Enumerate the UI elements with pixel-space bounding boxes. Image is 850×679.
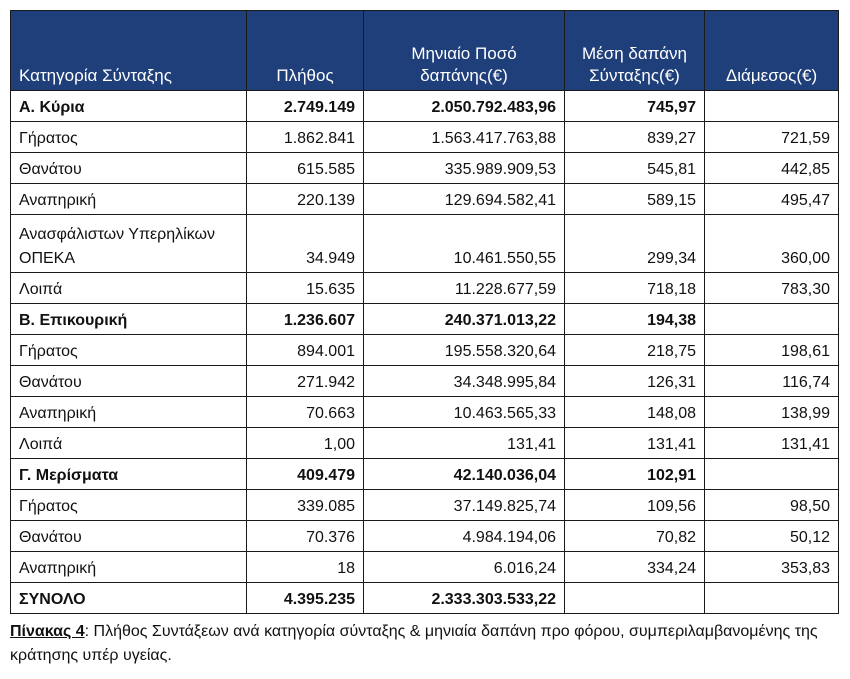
category-cell: Θανάτου bbox=[11, 153, 247, 184]
median-cell: 783,30 bbox=[705, 273, 839, 304]
count-cell: 271.942 bbox=[247, 366, 364, 397]
median-cell: 360,00 bbox=[705, 215, 839, 273]
monthly-amount-cell: 131,41 bbox=[364, 428, 565, 459]
median-cell: 198,61 bbox=[705, 335, 839, 366]
pension-table bbox=[10, 10, 839, 614]
average-cost-cell: 194,38 bbox=[565, 304, 705, 335]
table-row bbox=[11, 273, 839, 304]
median-cell bbox=[705, 304, 839, 335]
count-cell: 339.085 bbox=[247, 490, 364, 521]
caption-text: : Πλήθος Συντάξεων ανά κατηγορία σύνταξης & μηνιαία δαπάνη προ φόρου, συμπεριλαμβανομένης της κράτησης υπέρ υγείας. bbox=[10, 623, 818, 664]
table-row bbox=[11, 215, 839, 273]
header-row bbox=[11, 11, 839, 91]
category-cell: Αναπηρική bbox=[11, 184, 247, 215]
count-cell: 34.949 bbox=[247, 215, 364, 273]
count-cell: 220.139 bbox=[247, 184, 364, 215]
monthly-amount-cell: 129.694.582,41 bbox=[364, 184, 565, 215]
header-monthly-amount: Μηνιαίο Ποσό δαπάνης(€) bbox=[364, 11, 565, 91]
count-cell: 18 bbox=[247, 552, 364, 583]
table-caption bbox=[10, 620, 838, 668]
monthly-amount-cell: 195.558.320,64 bbox=[364, 335, 565, 366]
monthly-amount-cell: 2.050.792.483,96 bbox=[364, 91, 565, 122]
monthly-amount-cell: 10.461.550,55 bbox=[364, 215, 565, 273]
average-cost-cell: 218,75 bbox=[565, 335, 705, 366]
count-cell: 894.001 bbox=[247, 335, 364, 366]
category-cell: Θανάτου bbox=[11, 521, 247, 552]
count-cell: 15.635 bbox=[247, 273, 364, 304]
average-cost-cell: 70,82 bbox=[565, 521, 705, 552]
median-cell: 116,74 bbox=[705, 366, 839, 397]
average-cost-cell: 718,18 bbox=[565, 273, 705, 304]
monthly-amount-cell: 335.989.909,53 bbox=[364, 153, 565, 184]
average-cost-cell: 102,91 bbox=[565, 459, 705, 490]
table-row bbox=[11, 366, 839, 397]
median-cell: 495,47 bbox=[705, 184, 839, 215]
average-cost-cell: 299,34 bbox=[565, 215, 705, 273]
average-cost-cell: 131,41 bbox=[565, 428, 705, 459]
median-cell: 442,85 bbox=[705, 153, 839, 184]
monthly-amount-cell: 6.016,24 bbox=[364, 552, 565, 583]
category-cell: ΣΥΝΟΛΟ bbox=[11, 583, 247, 614]
average-cost-cell: 109,56 bbox=[565, 490, 705, 521]
table-row-group bbox=[11, 583, 839, 614]
average-cost-cell: 334,24 bbox=[565, 552, 705, 583]
median-cell bbox=[705, 583, 839, 614]
category-cell: Αναπηρική bbox=[11, 552, 247, 583]
monthly-amount-cell: 42.140.036,04 bbox=[364, 459, 565, 490]
monthly-amount-cell: 1.563.417.763,88 bbox=[364, 122, 565, 153]
average-cost-cell: 148,08 bbox=[565, 397, 705, 428]
table-row bbox=[11, 184, 839, 215]
category-cell: Θανάτου bbox=[11, 366, 247, 397]
table-row-group bbox=[11, 459, 839, 490]
median-cell bbox=[705, 459, 839, 490]
table-header bbox=[11, 11, 839, 91]
table-body bbox=[11, 91, 839, 614]
median-cell: 50,12 bbox=[705, 521, 839, 552]
average-cost-cell bbox=[565, 583, 705, 614]
category-cell: Λοιπά bbox=[11, 428, 247, 459]
category-cell: Γήρατος bbox=[11, 122, 247, 153]
monthly-amount-cell: 4.984.194,06 bbox=[364, 521, 565, 552]
category-cell: Γήρατος bbox=[11, 490, 247, 521]
table-row bbox=[11, 397, 839, 428]
document bbox=[10, 10, 838, 668]
category-cell: Α. Κύρια bbox=[11, 91, 247, 122]
table-row bbox=[11, 521, 839, 552]
category-cell: Γ. Μερίσματα bbox=[11, 459, 247, 490]
count-cell: 409.479 bbox=[247, 459, 364, 490]
category-cell: Β. Επικουρική bbox=[11, 304, 247, 335]
monthly-amount-cell: 37.149.825,74 bbox=[364, 490, 565, 521]
average-cost-cell: 545,81 bbox=[565, 153, 705, 184]
monthly-amount-cell: 11.228.677,59 bbox=[364, 273, 565, 304]
table-row bbox=[11, 552, 839, 583]
table-row bbox=[11, 153, 839, 184]
count-cell: 70.663 bbox=[247, 397, 364, 428]
count-cell: 1.236.607 bbox=[247, 304, 364, 335]
header-category: Κατηγορία Σύνταξης bbox=[11, 11, 247, 91]
table-row-group bbox=[11, 304, 839, 335]
table-row bbox=[11, 122, 839, 153]
median-cell: 98,50 bbox=[705, 490, 839, 521]
table-row bbox=[11, 335, 839, 366]
caption-label: Πίνακας 4 bbox=[10, 623, 85, 640]
header-average-cost: Μέση δαπάνη Σύνταξης(€) bbox=[565, 11, 705, 91]
average-cost-cell: 745,97 bbox=[565, 91, 705, 122]
median-cell: 721,59 bbox=[705, 122, 839, 153]
median-cell: 138,99 bbox=[705, 397, 839, 428]
table-row bbox=[11, 490, 839, 521]
table-row bbox=[11, 428, 839, 459]
table-row-group bbox=[11, 91, 839, 122]
median-cell: 131,41 bbox=[705, 428, 839, 459]
category-cell: Ανασφάλιστων Υπερηλίκων ΟΠΕΚΑ bbox=[11, 215, 247, 273]
header-count: Πλήθος bbox=[247, 11, 364, 91]
average-cost-cell: 126,31 bbox=[565, 366, 705, 397]
count-cell: 615.585 bbox=[247, 153, 364, 184]
category-cell: Γήρατος bbox=[11, 335, 247, 366]
count-cell: 4.395.235 bbox=[247, 583, 364, 614]
category-cell: Αναπηρική bbox=[11, 397, 247, 428]
header-median: Διάμεσος(€) bbox=[705, 11, 839, 91]
monthly-amount-cell: 10.463.565,33 bbox=[364, 397, 565, 428]
category-cell: Λοιπά bbox=[11, 273, 247, 304]
count-cell: 1.862.841 bbox=[247, 122, 364, 153]
count-cell: 2.749.149 bbox=[247, 91, 364, 122]
count-cell: 70.376 bbox=[247, 521, 364, 552]
monthly-amount-cell: 2.333.303.533,22 bbox=[364, 583, 565, 614]
average-cost-cell: 839,27 bbox=[565, 122, 705, 153]
monthly-amount-cell: 240.371.013,22 bbox=[364, 304, 565, 335]
median-cell: 353,83 bbox=[705, 552, 839, 583]
monthly-amount-cell: 34.348.995,84 bbox=[364, 366, 565, 397]
average-cost-cell: 589,15 bbox=[565, 184, 705, 215]
count-cell: 1,00 bbox=[247, 428, 364, 459]
median-cell bbox=[705, 91, 839, 122]
